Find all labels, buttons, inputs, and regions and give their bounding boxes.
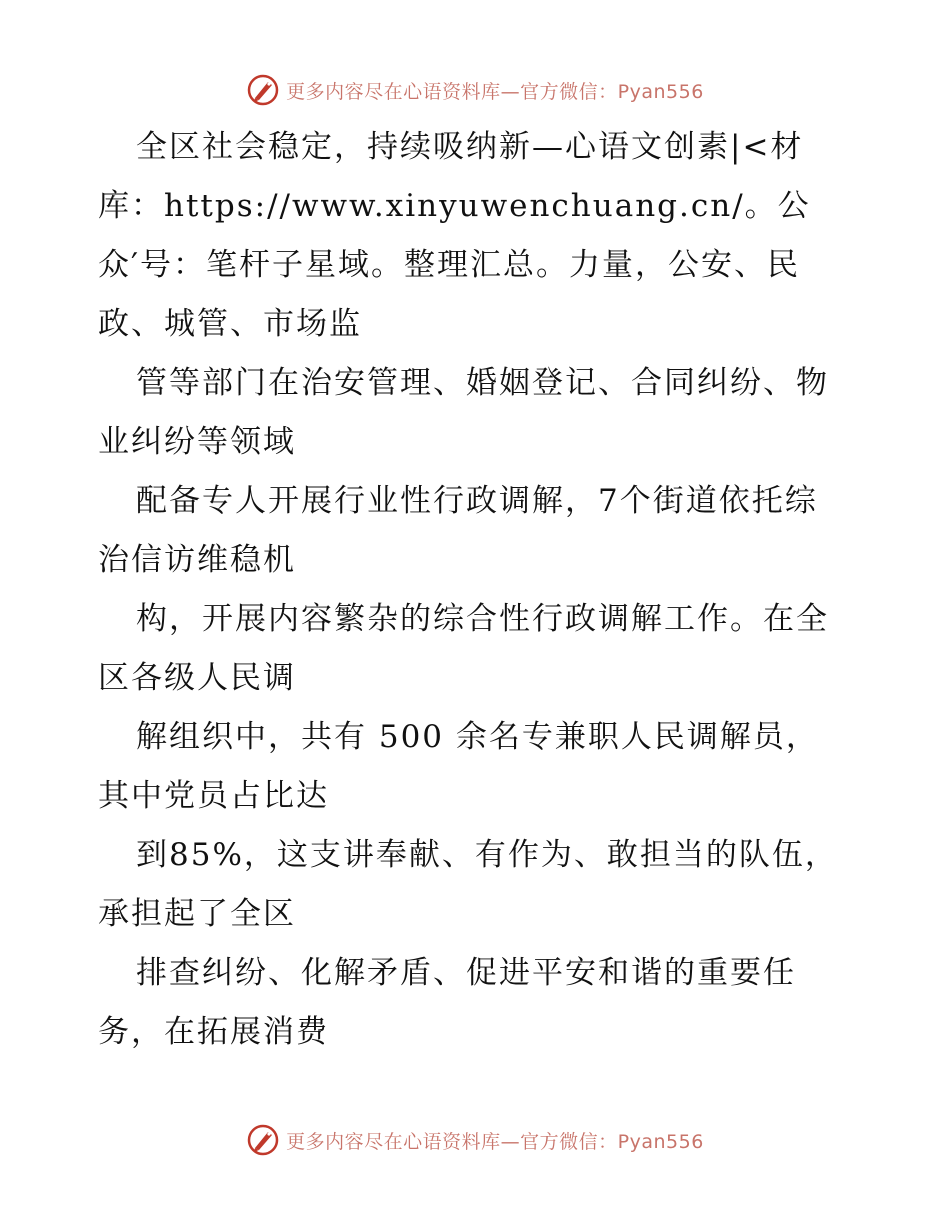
text-line: 政、城管、市场监 [98,306,362,342]
text-line: 众′号：笔杆子星域。整理汇总。力量，公安、民 [98,247,801,283]
text-line: 承担起了全区 [98,896,296,932]
footer-banner-text: 更多内容尽在心语资料库—官方微信：Pyan556 [286,1130,704,1153]
header-banner [0,70,950,110]
document-body [98,118,868,1062]
text-line: 到85%，这支讲奉献、有作为、敢担当的队伍， [136,837,838,873]
pen-nib-circle-icon [246,73,280,107]
header-banner-text: 更多内容尽在心语资料库—官方微信：Pyan556 [286,80,704,103]
text-line: 解组织中，共有 500 余名专兼职人民调解员， [136,719,819,755]
footer-banner [0,1120,950,1160]
text-line: 配备专人开展行业性行政调解，7个街道依托综 [136,483,818,519]
text-line: 排查纠纷、化解矛盾、促进平安和谐的重要任 [136,955,796,991]
text-line: 务，在拓展消费 [98,1014,329,1050]
text-line: 其中党员占比达 [98,778,329,814]
text-line: 业纠纷等领域 [98,424,296,460]
pen-nib-circle-icon [246,1123,280,1157]
text-line: 全区社会稳定，持续吸纳新—心语文创素|<材 [136,129,804,165]
text-line: 治信访维稳机 [98,542,296,578]
text-line: 库：https://www.xinyuwenchuang.cn/。公 [98,188,811,224]
text-line: 管等部门在治安管理、婚姻登记、合同纠纷、物 [136,365,829,401]
text-line: 区各级人民调 [98,660,296,696]
text-line: 构，开展内容繁杂的综合性行政调解工作。在全 [136,601,829,637]
